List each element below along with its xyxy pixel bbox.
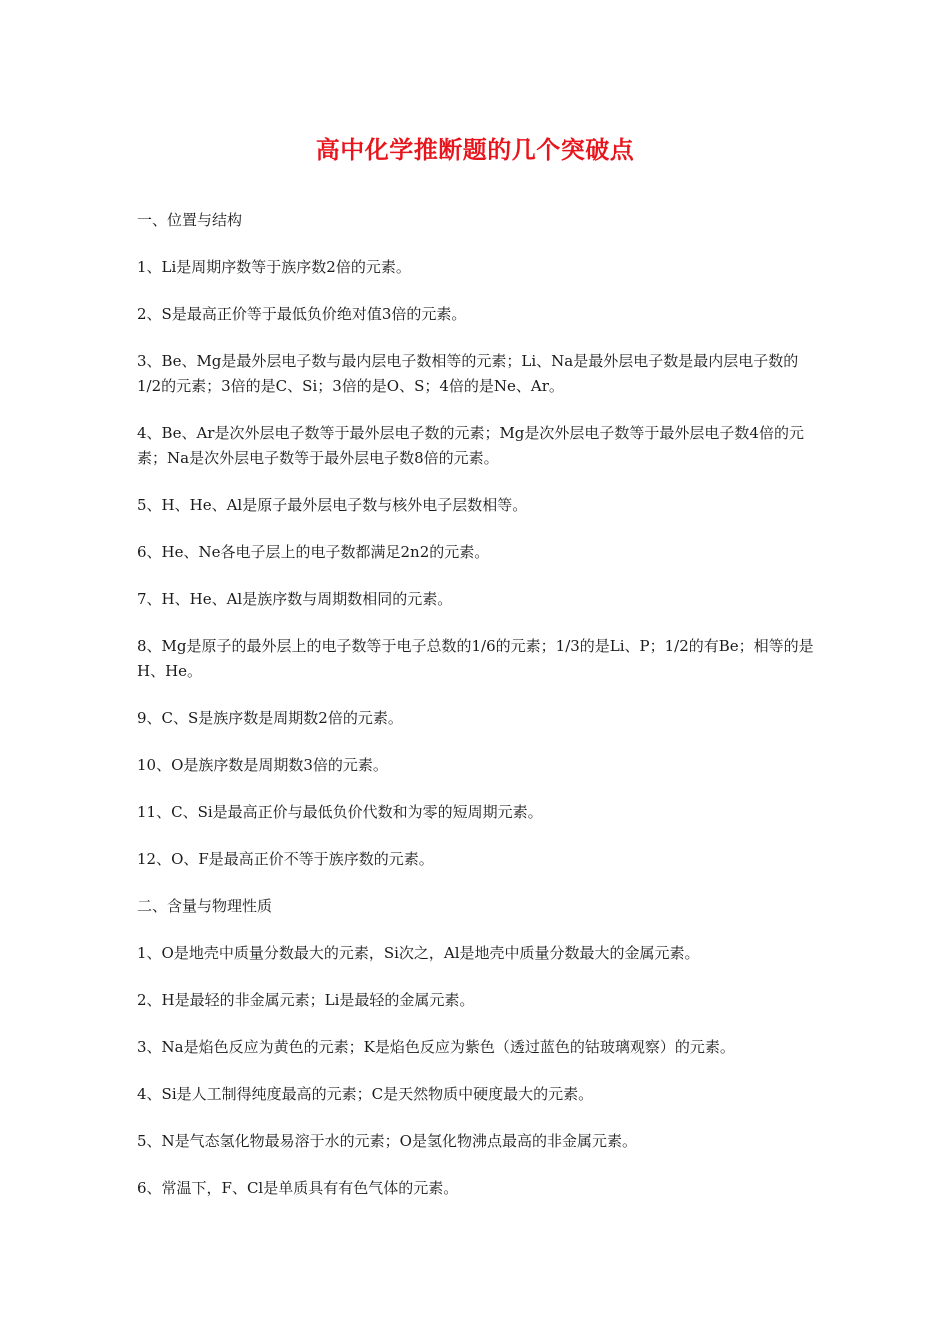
paragraph: 6、He、Ne各电子层上的电子数都满足2n2的元素。 xyxy=(137,543,490,561)
paragraph: 6、常温下，F、Cl是单质具有有色气体的元素。 xyxy=(137,1179,459,1197)
document-title: 高中化学推断题的几个突破点 xyxy=(315,135,635,164)
paragraph: 11、C、Si是最高正价与最低负价代数和为零的短周期元素。 xyxy=(137,803,543,821)
paragraph: 2、H是最轻的非金属元素；Li是最轻的金属元素。 xyxy=(137,991,475,1009)
paragraph: 4、Be、Ar是次外层电子数等于最外层电子数的元素；Mg是次外层电子数等于最外层电子数4倍的元素；Na是次外层电子数等于最外层电子数8倍的元素。 xyxy=(137,424,804,467)
document-body xyxy=(137,208,817,1223)
paragraph: 1、O是地壳中质量分数最大的元素，Si次之，Al是地壳中质量分数最大的金属元素。 xyxy=(137,944,700,962)
paragraph: 5、H、He、Al是原子最外层电子数与核外电子层数相等。 xyxy=(137,496,528,514)
paragraph: 10、O是族序数是周期数3倍的元素。 xyxy=(137,756,388,774)
section-heading: 一、位置与结构 xyxy=(137,211,243,229)
paragraph: 9、C、S是族序数是周期数2倍的元素。 xyxy=(137,709,403,727)
section-heading: 二、含量与物理性质 xyxy=(137,897,273,915)
paragraph: 3、Be、Mg是最外层电子数与最内层电子数相等的元素；Li、Na是最外层电子数是最内层电子数的1/2的元素；3倍的是C、Si；3倍的是O、S；4倍的是Ne、Ar。 xyxy=(137,352,799,395)
paragraph: 5、N是气态氢化物最易溶于水的元素；O是氢化物沸点最高的非金属元素。 xyxy=(137,1132,637,1150)
paragraph: 7、H、He、Al是族序数与周期数相同的元素。 xyxy=(137,590,453,608)
paragraph: 2、S是最高正价等于最低负价绝对值3倍的元素。 xyxy=(137,305,467,323)
paragraph: 4、Si是人工制得纯度最高的元素；C是天然物质中硬度最大的元素。 xyxy=(137,1085,594,1103)
paragraph: 8、Mg是原子的最外层上的电子数等于电子总数的1/6的元素；1/3的是Li、P；1/2的有Be；相等的是H、He。 xyxy=(137,637,814,680)
paragraph: 1、Li是周期序数等于族序数2倍的元素。 xyxy=(137,258,411,276)
paragraph: 3、Na是焰色反应为黄色的元素；K是焰色反应为紫色（透过蓝色的钴玻璃观察）的元素。 xyxy=(137,1038,735,1056)
paragraph: 12、O、F是最高正价不等于族序数的元素。 xyxy=(137,850,434,868)
